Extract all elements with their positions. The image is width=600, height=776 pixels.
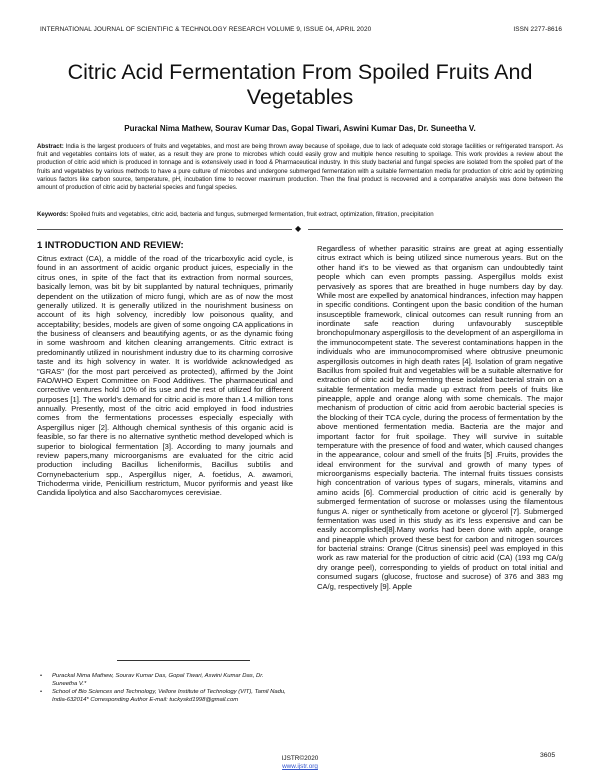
paper-title: Citric Acid Fermentation From Spoiled Fruits And Vegetables [67,60,533,109]
separator-line-right [308,229,563,230]
page-footer [0,755,600,771]
footer-copyright: IJSTR©2020 [281,755,319,762]
footer-url[interactable]: www.ijstr.org [282,763,318,770]
keywords-text: Spoiled fruits and vegetables, citric acid, bacteria and fungus, submerged fermentation, fruit extract, optimization, filtration, precipitation [68,211,434,218]
body-column-right [317,244,563,591]
keywords-label: Keywords: [37,211,69,218]
section-separator [37,226,563,234]
body-column-left [37,240,293,498]
keywords [37,211,563,219]
footnote-affiliation: • School of Bio Sciences and Technology, Vellore Institute of Technology (VIT), Tamil Nadu, India-632014* Corresponding Author E-mail: tuckyskd1998@gmail.com [40,688,290,704]
diamond-icon: ◆ [295,224,302,233]
journal-name: INTERNATIONAL JOURNAL OF SCIENTIFIC & TECHNOLOGY RESEARCH VOLUME 9, ISSUE 04, APRIL 2020 [40,26,372,33]
issn: ISSN 2277-8616 [513,26,562,33]
author-list: Purackal Nima Mathew, Sourav Kumar Das, Gopal Tiwari, Aswini Kumar Das, Dr. Suneetha V. [124,124,476,133]
intro-paragraph-left: Citrus extract (CA), a middle of the road of the tricarboxylic acid cycle, is found in an assortment of acidic organic product juices, especially in the citrus ones, in spite of the fact that its extraction from normal sources, basically lemon, was bit by bit supplanted by natural techniques, primarily dependent on the utilization of micro fungi, which are as of now the most generally utilized. It is generally utilized in the nourishment business on account of its high solvency, incredibly low poisonous quality, and acceptability; besides, models are given of some ongoing CA applications in the business of cleansers and beautifying agents, or as the dynamic fixing in some washroom and kitchen cleaning arrangements. Citric extract is predominantly utilized in nourishment industry due to its charming corrosive taste and its high solvency in water. It is worldwide acknowledged as "GRAS" (for the most part perceived as protected), affirmed by the Joint FAO/WHO Expert Committee on Food Additives. The pharmaceutical and corrective ventures hold 10% of its use and the rest of utilized for different purposes [1]. The world’s demand for citric acid is more than 1.4 million tons annually. Presently, most of the citric acid employed in food industries comes from the fermentations processes especially especially with Aspergillus niger [2]. Although chemical synthesis of this organic acid is feasible, so far there is no alternative synthetic method developed which is superior to biological fermentation [3]. According to many journals and review papers,many microorganisms are evaluated for the citric acid production including Bacillus licheniformis, Bacillus subtilis and Cornynebacterium spp., Aspergillus niger, A. foetidus, A. awamori, Trichoderma viride, Penicillium restrictum, Mucor pyriformis and yeast like Candida lipolytica and also Saccharomyces cerevisiae. [37,254,293,498]
section-heading: 1 INTRODUCTION AND REVIEW: [37,240,184,251]
abstract [37,143,563,192]
footnotes [40,672,290,704]
separator-line-left [37,229,292,230]
footnote-authors: • Purackal Nima Mathew, Sourav Kumar Das, Gopal Tiwari, Aswini Kumar Das, Dr. Suneetha V.* [40,672,290,688]
intro-paragraph-right: Regardless of whether parasitic strains are great at aging essentially citrus extract which is being utilized since numerous years. But on the other hand it’s to be viewed as that organism can undoubtedly taint people which can even prompts passing. Aspergillus molds exist pervasively as spores that are breathed in huge numbers day by day. While most are expelled by anatomical hindrances, infection may happen in specific conditions. Contingent upon the basic condition of the human insusceptible framework, clinical outcomes can result running from an inordinate safe reaction during unfavourably susceptible bronchopulmonary aspergillosis to the development of an aspergilloma in the immunocompetent state. The severest contaminations happen in the individuals who are immunocompromised where obtrusive pneumonic aspergillosis outcomes in high death rates [4]. Isolation of gram negative Bacillus from spoiled fruit and vegetables will be a suitable alternative for extraction of citric acid by fermenting these isolated bacterial strain on a suitable fermentation media made up extract from peels of fruits like pineapple, apple and orange along with some chemicals. The major mechanism of production of citric acid from aerobic bacterial species is the blocking of their TCA cycle, during the process of fermentation by the above mentioned fermentation media. Bacteria are the major and important factor for fruit spoilage. They will survive in suitable temperature with the presence of food and water, which caused changes in the appearance, colour and smell of the fruits [5] .Fruits, provides the ideal environment for the survival and growth of many types of microorganisms especially bacteria. The internal fruits tissues consists high concentration of various types of sugars, minerals, vitamins and amino acids [6]. Commercial production of citric acid is generally by submerged fermentation of sucrose or molasses using the filamentous fungus A. niger or synthetically from acetone or glycerol [7]. Submerged fermentation was used in this study as it's less expensive and can be easily accomplished[8].Many works had been done with apple, orange and pineapple which proved these best for carbon and nitrogen sources for bacterial strains: Orange (Citrus sinensis) peel was employed in this work as raw material for the production of citric acid (CA) (193 mg CA/g dry orange peel), corresponding to yields of product on total initial and consumed sugars (glucose, fructose and sucrose) of 376 and 383 mg CA/g, respectively [9]. Apple [317,244,563,591]
running-header [40,26,562,33]
footnote-rule [117,660,250,661]
abstract-label: Abstract: [37,143,64,150]
page-number: 3605 [540,752,556,759]
abstract-text: India is the largest producers of fruits and vegetables, and most are being thrown away because of spoilage, due to lack of adequate cold storage facilities or refrigerated transport. As fruit and vegetables contains lots of water, as a result they are prone to microbes which could easily grow and multiple hence resulting to spoilage. This work provides a review about the production of citric acid which is produced in tonnage and is extensively used in food & Pharmaceutical industry. In this study bacterial and fungal species are isolated from the spoiled part of the fruits and vegetables by various methods to have a pure culture of microbes and undergone submerged fermentation with a suitable fermentation media for production of citric acid by optimizing various factors like carbon source, temperature, pH, incubation time to recover maximum production. Then the final product is recovered and a comparative analysis was done between the amount of production of citric acid by bacterial species and fungal species. [37,143,563,192]
